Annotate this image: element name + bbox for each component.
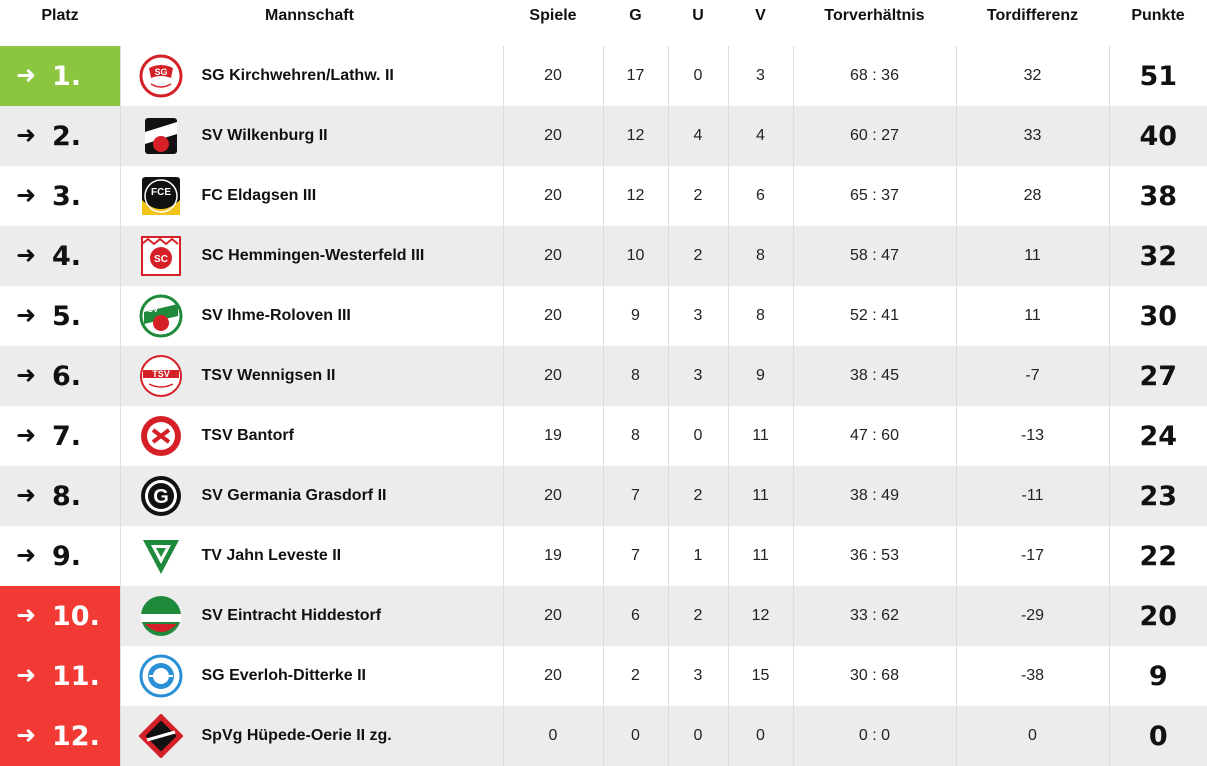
club-crest-spvg-huepede-oerie-icon [139,714,183,758]
rank-number: 6. [52,360,82,392]
goal-diff-cell: -11 [956,466,1109,526]
points-cell: 51 [1109,46,1207,106]
lost-cell: 8 [728,226,793,286]
rank-number: 11. [52,660,100,692]
lost-cell: 0 [728,706,793,766]
rank-cell [0,346,120,406]
points-cell: 30 [1109,286,1207,346]
goal-diff-cell: 0 [956,706,1109,766]
rank-cell [0,466,120,526]
header-goals[interactable]: Torverhältnis [793,0,956,46]
table-row[interactable] [0,286,1207,346]
club-crest-tsv-wennigsen-icon [139,354,183,398]
drawn-cell: 2 [668,166,728,226]
goals-cell: 52 : 41 [793,286,956,346]
goal-diff-cell: 11 [956,286,1109,346]
table-row[interactable] [0,526,1207,586]
table-row[interactable] [0,106,1207,166]
drawn-cell: 2 [668,226,728,286]
svg-text:SG: SG [153,67,168,77]
lost-cell: 11 [728,466,793,526]
team-cell[interactable] [120,586,503,646]
goals-cell: 38 : 45 [793,346,956,406]
played-cell: 20 [503,46,603,106]
header-won[interactable]: G [603,0,668,46]
rank-number: 12. [52,720,100,752]
drawn-cell: 4 [668,106,728,166]
goals-cell: 60 : 27 [793,106,956,166]
goals-cell: 0 : 0 [793,706,956,766]
goals-cell: 30 : 68 [793,646,956,706]
points-cell: 20 [1109,586,1207,646]
rank-cell [0,286,120,346]
team-name-link[interactable]: TSV Bantorf [201,427,294,444]
table-row[interactable] [0,706,1207,766]
rank-cell [0,106,120,166]
club-crest-sv-ihme-roloven-icon [139,294,183,338]
rank-cell [0,526,120,586]
goal-diff-cell: -29 [956,586,1109,646]
rank-number: 1. [52,60,82,92]
points-cell: 23 [1109,466,1207,526]
trend-arrow-icon: ➜ [16,362,37,389]
club-crest-sv-germania-grasdorf-icon [139,474,183,518]
won-cell: 8 [603,346,668,406]
played-cell: 20 [503,166,603,226]
club-crest-sv-eintracht-hiddestorf-icon [139,594,183,638]
rank-cell [0,166,120,226]
team-name-link[interactable]: SC Hemmingen-Westerfeld III [201,247,425,264]
goals-cell: 38 : 49 [793,466,956,526]
table-row[interactable] [0,46,1207,106]
goals-cell: 36 : 53 [793,526,956,586]
svg-text:G: G [152,486,169,508]
table-header-row [0,0,1207,46]
played-cell: 20 [503,226,603,286]
team-cell[interactable] [120,226,503,286]
rank-number: 5. [52,300,82,332]
svg-text:TSV: TSV [151,369,170,379]
won-cell: 17 [603,46,668,106]
points-cell: 38 [1109,166,1207,226]
lost-cell: 15 [728,646,793,706]
table-row[interactable] [0,646,1207,706]
lost-cell: 8 [728,286,793,346]
club-crest-sc-hemmingen-icon [139,234,183,278]
points-cell: 32 [1109,226,1207,286]
goal-diff-cell: 33 [956,106,1109,166]
goal-diff-cell: 11 [956,226,1109,286]
table-row[interactable] [0,466,1207,526]
team-cell[interactable] [120,406,503,466]
lost-cell: 3 [728,46,793,106]
won-cell: 12 [603,166,668,226]
rank-number: 8. [52,480,82,512]
rank-number: 9. [52,540,82,572]
points-cell: 40 [1109,106,1207,166]
played-cell: 19 [503,526,603,586]
svg-text:SV: SV [147,305,158,314]
points-cell: 27 [1109,346,1207,406]
team-cell[interactable] [120,346,503,406]
played-cell: 19 [503,406,603,466]
played-cell: 0 [503,706,603,766]
trend-arrow-icon: ➜ [16,422,37,449]
team-name-link[interactable]: SG Everloh-Ditterke II [201,667,366,684]
team-name-link[interactable]: SV Wilkenburg II [201,127,328,144]
played-cell: 20 [503,106,603,166]
team-cell[interactable] [120,646,503,706]
team-cell[interactable] [120,466,503,526]
team-name-link[interactable]: SV Ihme-Roloven III [201,307,351,324]
drawn-cell: 2 [668,586,728,646]
team-name-link[interactable]: SpVg Hüpede-Oerie II zg. [201,727,392,744]
team-name-link[interactable]: TV Jahn Leveste II [201,547,342,564]
lost-cell: 11 [728,406,793,466]
trend-arrow-icon: ➜ [16,122,37,149]
table-row[interactable] [0,406,1207,466]
trend-arrow-icon: ➜ [16,722,37,749]
header-points[interactable]: Punkte [1109,0,1207,46]
goals-cell: 47 : 60 [793,406,956,466]
lost-cell: 9 [728,346,793,406]
team-name-link[interactable]: SV Germania Grasdorf II [201,487,387,504]
goals-cell: 33 : 62 [793,586,956,646]
rank-cell [0,226,120,286]
won-cell: 2 [603,646,668,706]
team-cell[interactable] [120,166,503,226]
won-cell: 6 [603,586,668,646]
header-played[interactable]: Spiele [503,0,603,46]
goal-diff-cell: -38 [956,646,1109,706]
team-cell[interactable] [120,46,503,106]
header-team[interactable]: Mannschaft [120,0,503,46]
played-cell: 20 [503,646,603,706]
rank-number: 4. [52,240,82,272]
drawn-cell: 0 [668,46,728,106]
trend-arrow-icon: ➜ [16,482,37,509]
trend-arrow-icon: ➜ [16,542,37,569]
played-cell: 20 [503,346,603,406]
won-cell: 12 [603,106,668,166]
goal-diff-cell: 28 [956,166,1109,226]
club-crest-tv-jahn-leveste-icon [139,534,183,578]
lost-cell: 12 [728,586,793,646]
team-cell[interactable] [120,106,503,166]
trend-arrow-icon: ➜ [16,242,37,269]
drawn-cell: 2 [668,466,728,526]
rank-number: 7. [52,420,82,452]
drawn-cell: 1 [668,526,728,586]
header-goal-diff[interactable]: Tordifferenz [956,0,1109,46]
points-cell: 22 [1109,526,1207,586]
goal-diff-cell: -13 [956,406,1109,466]
goals-cell: 65 : 37 [793,166,956,226]
team-name-link[interactable]: FC Eldagsen III [201,187,317,204]
won-cell: 9 [603,286,668,346]
rank-cell [0,586,120,646]
goal-diff-cell: 32 [956,46,1109,106]
drawn-cell: 3 [668,646,728,706]
rank-number: 3. [52,180,82,212]
team-name-link[interactable]: SG Kirchwehren/Lathw. II [201,67,394,84]
svg-text:FCE: FCE [150,187,171,198]
club-crest-sv-wilkenburg-icon [139,114,183,158]
lost-cell: 11 [728,526,793,586]
team-name-link[interactable]: SV Eintracht Hiddestorf [201,607,382,624]
rank-number: 2. [52,120,82,152]
club-crest-sg-everloh-ditterke-icon [139,654,183,698]
table-row[interactable] [0,166,1207,226]
rank-cell [0,46,120,106]
svg-text:SC: SC [153,254,168,265]
trend-arrow-icon: ➜ [16,662,37,689]
goal-diff-cell: -17 [956,526,1109,586]
drawn-cell: 3 [668,346,728,406]
won-cell: 0 [603,706,668,766]
header-drawn[interactable]: U [668,0,728,46]
won-cell: 10 [603,226,668,286]
trend-arrow-icon: ➜ [16,182,37,209]
team-cell[interactable] [120,526,503,586]
drawn-cell: 0 [668,706,728,766]
team-cell[interactable] [120,706,503,766]
played-cell: 20 [503,286,603,346]
rank-number: 10. [52,600,100,632]
points-cell: 9 [1109,646,1207,706]
won-cell: 7 [603,466,668,526]
points-cell: 24 [1109,406,1207,466]
table-row[interactable] [0,346,1207,406]
goals-cell: 68 : 36 [793,46,956,106]
points-cell: 0 [1109,706,1207,766]
trend-arrow-icon: ➜ [16,62,37,89]
lost-cell: 4 [728,106,793,166]
played-cell: 20 [503,586,603,646]
drawn-cell: 3 [668,286,728,346]
won-cell: 8 [603,406,668,466]
club-crest-tsv-bantorf-icon [139,414,183,458]
trend-arrow-icon: ➜ [16,302,37,329]
drawn-cell: 0 [668,406,728,466]
goals-cell: 58 : 47 [793,226,956,286]
header-lost[interactable]: V [728,0,793,46]
played-cell: 20 [503,466,603,526]
table-row[interactable] [0,226,1207,286]
trend-arrow-icon: ➜ [16,602,37,629]
team-name-link[interactable]: TSV Wennigsen II [201,367,336,384]
won-cell: 7 [603,526,668,586]
rank-cell [0,646,120,706]
rank-cell [0,706,120,766]
header-rank[interactable]: Platz [0,0,120,46]
goal-diff-cell: -7 [956,346,1109,406]
club-crest-fc-eldagsen-icon [139,174,183,218]
rank-cell [0,406,120,466]
lost-cell: 6 [728,166,793,226]
table-row[interactable] [0,586,1207,646]
team-cell[interactable] [120,286,503,346]
club-crest-sg-kirchwehren-icon [139,54,183,98]
